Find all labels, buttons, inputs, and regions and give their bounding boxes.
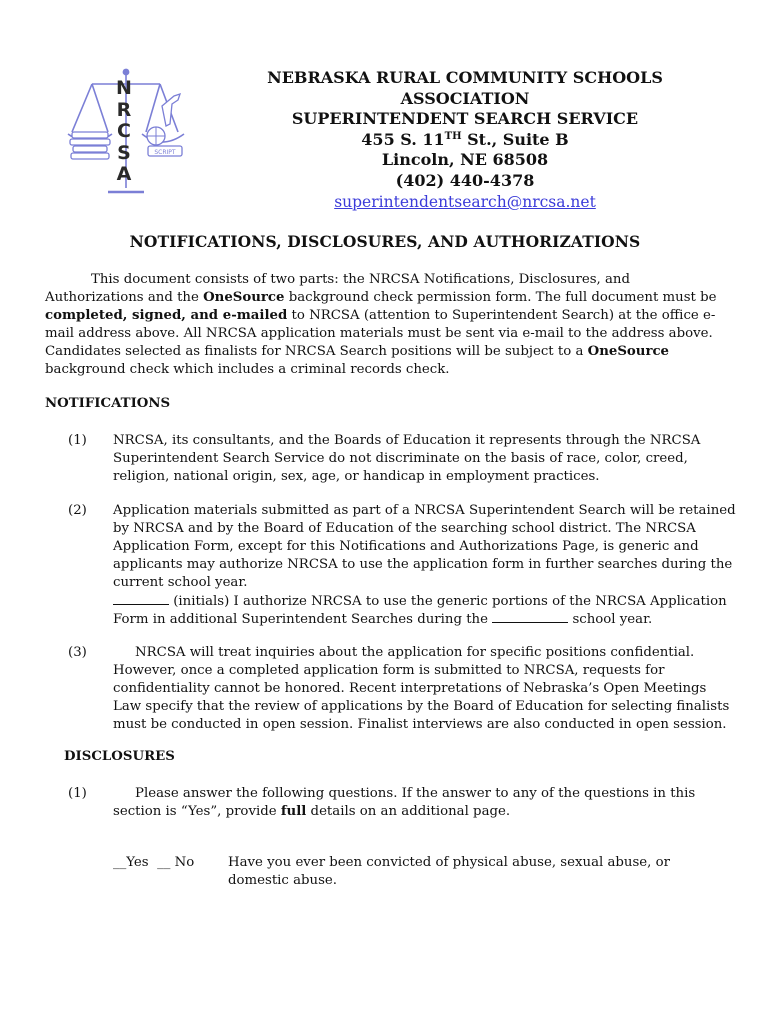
item-number: (1) bbox=[68, 433, 87, 448]
intro-bold-onesource: OneSource bbox=[587, 343, 670, 359]
item-text bbox=[113, 785, 738, 821]
intro-text: This document consists of two parts: the NRCSA Notifications, Disclosures, and Authorizations and the bbox=[45, 272, 630, 305]
item-text bbox=[113, 502, 738, 629]
initials-blank[interactable] bbox=[113, 592, 169, 605]
yes-blank[interactable]: __Yes bbox=[113, 855, 149, 870]
item-number: (3) bbox=[68, 645, 87, 660]
disclosure-item bbox=[68, 785, 728, 825]
intro-paragraph bbox=[45, 271, 725, 378]
item-number: (1) bbox=[68, 786, 87, 801]
logo-letter: R bbox=[116, 98, 132, 121]
disclosure-text: details on an additional page. bbox=[306, 803, 511, 819]
document-title: NOTIFICATIONS, DISCLOSURES, AND AUTHORIZATIONS bbox=[129, 232, 641, 251]
notifications-heading: NOTIFICATIONS bbox=[45, 396, 171, 411]
logo-letter: N bbox=[116, 77, 132, 99]
phone-number: (402) 440-4378 bbox=[395, 170, 535, 190]
item-paragraph: Application materials submitted as part of a NRCSA Superintendent Search will be retained by NRCSA and by the Board of Education of the searching school district. The NRCSA Application Form, except for this Notifications and Authorizations Page, is generic and applicants may authorize NRCSA to use the application form in further searches during the current school year. bbox=[113, 503, 736, 590]
notification-item bbox=[68, 502, 736, 632]
disclosures-heading: DISCLOSURES bbox=[64, 749, 175, 764]
org-name-line1: NEBRASKA RURAL COMMUNITY SCHOOLS bbox=[267, 68, 663, 87]
letterhead bbox=[240, 68, 690, 213]
org-name-line2: ASSOCIATION bbox=[400, 88, 530, 108]
intro-bold-instruction: completed, signed, and e-mailed bbox=[45, 307, 288, 323]
question-text: Have you ever been convicted of physical abuse, sexual abuse, or domestic abuse. bbox=[228, 855, 670, 888]
street-address bbox=[240, 130, 690, 151]
logo-letter: A bbox=[116, 163, 132, 185]
intro-text: to NRCSA (attention to Superintendent Search) at the office e-mail address above. All NRCSA application materials must be sent via e-mail to the address above. Candidates selected as finalists for NRCSA Search positions will be subject to a bbox=[45, 307, 716, 359]
authorization-line bbox=[113, 592, 738, 630]
city-state-zip: Lincoln, NE 68508 bbox=[381, 150, 549, 169]
address-number: 455 S. 11 bbox=[361, 129, 445, 149]
item-text: NRCSA will treat inquiries about the application for specific positions confidential. However, once a completed application form is submitted to NRCSA, requests for confidentiality cannot be honored. Recent interpretations of Nebraska’s Open Meetings Law specify that the review of applications by the Board of Education for selecting finalists must be conducted in open session. Finalist interviews are also conducted in open session. bbox=[113, 645, 730, 732]
notification-item bbox=[68, 644, 728, 736]
school-year-blank[interactable] bbox=[492, 610, 568, 623]
disclosure-bold: full bbox=[280, 803, 307, 819]
yes-no-options bbox=[113, 854, 194, 872]
service-name: SUPERINTENDENT SEARCH SERVICE bbox=[291, 109, 639, 128]
email-link[interactable]: superintendentsearch@nrcsa.net bbox=[334, 193, 596, 211]
logo-letter: S bbox=[117, 141, 131, 164]
no-blank[interactable]: __ No bbox=[157, 855, 195, 870]
authorization-text: (initials) I authorize NRCSA to use the generic portions of the NRCSA Application Form in additional Superintendent Searches during the bbox=[113, 593, 727, 628]
logo-letter: C bbox=[117, 120, 131, 142]
intro-bold-onesource: OneSource bbox=[203, 289, 285, 305]
address-superscript: TH bbox=[444, 130, 462, 142]
notification-item bbox=[68, 432, 728, 492]
nrcsa-logo bbox=[62, 66, 190, 198]
item-number: (2) bbox=[68, 503, 87, 518]
authorization-text-end: school year. bbox=[568, 612, 653, 628]
intro-text: background check permission form. The full document must be bbox=[284, 289, 717, 305]
intro-text: background check which includes a criminal records check. bbox=[45, 361, 450, 377]
script-book-label: SCRIPT bbox=[154, 149, 176, 156]
logo-letters bbox=[112, 78, 136, 186]
address-rest: St., Suite B bbox=[461, 129, 569, 149]
disclosure-text: Please answer the following questions. If the answer to any of the questions in this section is “Yes”, provide bbox=[113, 786, 696, 819]
item-text: NRCSA, its consultants, and the Boards of Education it represents through the NRCSA Superintendent Search Service do not discriminate on the basis of race, color, creed, religion, national origin, sex, age, or handicap in employment practices. bbox=[113, 433, 701, 484]
